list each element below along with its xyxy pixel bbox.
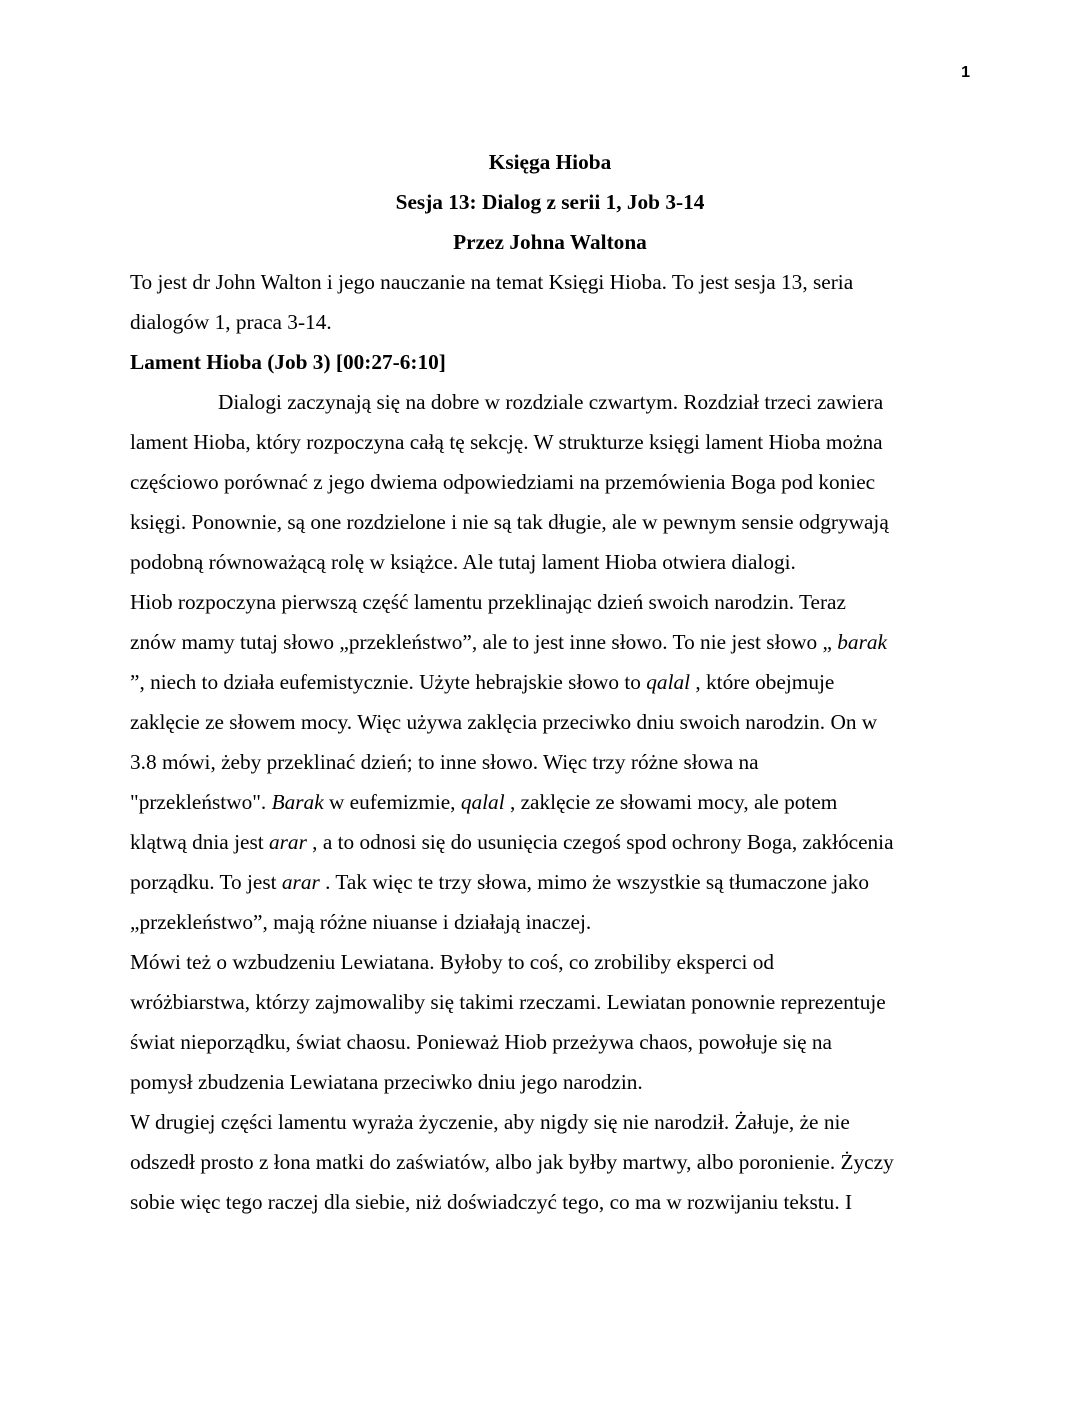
text-line: To jest dr John Walton i jego nauczanie na temat Księgi Hioba. To jest sesja 13, seria [130,270,854,294]
text-run: ”, niech to działa eufemistycznie. Użyte hebrajskie słowo to [130,670,647,694]
paragraph-4 [130,1102,960,1222]
text-run: "przekleństwo". [130,790,272,814]
text-line: Mówi też o wzbudzeniu Lewiatana. Byłoby to coś, co zrobiliby eksperci od [130,950,775,974]
text-line: odszedł prosto z łona matki do zaświatów, albo jak byłby martwy, albo poronienie. Życzy [130,1150,894,1174]
text-line [130,622,960,662]
text-line: dialogów 1, praca 3-14. [130,310,332,334]
subtitle-line: Sesja 13: Dialog z serii 1, Job 3-14 [395,190,705,214]
text-line: wróżbiarstwa, którzy zajmowaliby się takimi rzeczami. Lewiatan ponownie reprezentuje [130,990,886,1014]
document-title [130,142,960,262]
text-line: Dialogi zaczynają się na dobre w rozdziale czwartym. Rozdział trzeci zawiera [218,390,884,414]
text-line: księgi. Ponownie, są one rozdzielone i nie są tak długie, ale w pewnym sensie odgrywają [130,510,889,534]
text-line: częściowo porównać z jego dwiema odpowiedziami na przemówienia Boga pod koniec [130,470,876,494]
text-line: „przekleństwo”, mają różne niuanse i działają inaczej. [130,910,592,934]
section-heading: Lament Hioba (Job 3) [00:27-6:10] [130,350,446,374]
text-line: W drugiej części lamentu wyraża życzenie, aby nigdy się nie narodził. Żałuje, że nie [130,1110,850,1134]
text-run: w eufemizmie, [323,790,461,814]
text-run: klątwą dnia jest [130,830,269,854]
hebrew-term: qalal [646,670,691,694]
text-line: zaklęcie ze słowem mocy. Więc używa zaklęcia przeciwko dniu swoich narodzin. On w [130,710,878,734]
text-line: Hiob rozpoczyna pierwszą część lamentu przeklinając dzień swoich narodzin. Teraz [130,590,846,614]
intro-paragraph [130,262,960,342]
page-number: 1 [961,64,970,81]
text-line: lament Hioba, który rozpoczyna całą tę sekcję. W strukturze księgi lament Hioba można [130,430,883,454]
text-line: świat nieporządku, świat chaosu. Ponieważ Hiob przeżywa chaos, powołuje się na [130,1030,832,1054]
title-line: Księga Hioba [488,150,612,174]
hebrew-term: arar [281,870,320,894]
text-line: pomysł zbudzenia Lewiatana przeciwko dniu jego narodzin. [130,1070,643,1094]
text-line [130,822,960,862]
paragraph-1 [130,382,960,582]
hebrew-term: Barak [271,790,324,814]
hebrew-term: qalal [460,790,505,814]
text-line: sobie więc tego raczej dla siebie, niż doświadczyć tego, co ma w rozwijaniu tekstu. I [130,1190,853,1214]
text-line [130,862,960,902]
paragraph-3 [130,942,960,1102]
author-line: Przez Johna Waltona [453,230,647,254]
text-run: , które obejmuje [690,670,835,694]
document-body [130,142,960,1222]
text-line: podobną równoważącą rolę w książce. Ale tutaj lament Hioba otwiera dialogi. [130,550,796,574]
text-run: porządku. To jest [130,870,282,894]
text-line [130,782,960,822]
text-run: znów mamy tutaj słowo „przekleństwo”, ale to jest inne słowo. To nie jest słowo „ [130,630,838,654]
hebrew-term: arar [268,830,307,854]
text-line [130,662,960,702]
text-line: 3.8 mówi, żeby przeklinać dzień; to inne słowo. Więc trzy różne słowa na [130,750,759,774]
text-run: . Tak więc te trzy słowa, mimo że wszystkie są tłumaczone jako [319,870,870,894]
text-run: , a to odnosi się do usunięcia czegoś spod ochrony Boga, zakłócenia [306,830,894,854]
text-run: , zaklęcie ze słowami mocy, ale potem [504,790,838,814]
hebrew-term: barak [837,630,887,654]
paragraph-2 [130,582,960,942]
